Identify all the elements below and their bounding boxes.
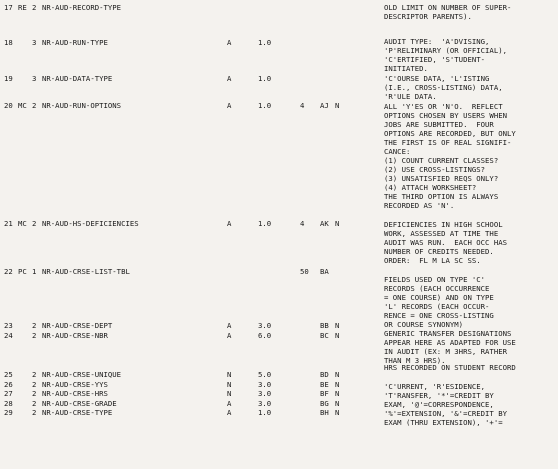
field-row [0,389,370,399]
field-occ: 4 [300,101,305,110]
field-len: 3.0 [258,399,272,408]
field-row [0,219,370,229]
field-lvl: 2 [32,380,37,389]
field-len: 1.0 [258,408,272,417]
note-line: WORK, ASSESSED AT TIME THE [384,229,499,238]
field-len: 1.0 [258,101,272,110]
field-key: BE [320,380,329,389]
field-num: 20 [4,101,13,110]
note-block [384,220,556,265]
field-type: N [227,389,232,398]
field-key: BH [320,408,329,417]
note-line: THE FIRST IS OF REAL SIGNIFI- [384,138,512,147]
field-type: N [227,370,232,379]
note-block [384,102,556,210]
field-key: BC [320,331,329,340]
field-nul: N [335,408,340,417]
field-row [0,74,370,84]
field-row [0,101,370,111]
field-lvl: 3 [32,74,37,83]
field-name: NR-AUD-CRSE-YYS [42,380,108,389]
note-line: OR COURSE SYNONYM) [384,320,464,329]
field-type: A [227,38,232,47]
field-name: NR-AUD-CRSE-HRS [42,389,108,398]
field-lvl: 1 [32,267,37,276]
note-block [384,3,556,21]
note-line: CANCE: [384,147,411,156]
field-lvl: 2 [32,399,37,408]
field-len: 3.0 [258,321,272,330]
note-line: '%'=EXTENSION, '&'=CREDIT BY [384,409,508,418]
field-num: 18 [4,38,13,47]
field-nul: N [335,331,340,340]
field-name: NR-AUD-RUN-OPTIONS [42,101,122,110]
field-key: BD [320,370,329,379]
note-line: RECORDS (EACH OCCURRENCE [384,284,490,293]
field-num: 25 [4,370,13,379]
field-nul: N [335,101,340,110]
note-line: 'C'OURSE DATA, 'L'ISTING [384,74,490,83]
field-type: A [227,399,232,408]
note-line: FIELDS USED ON TYPE 'C' [384,275,486,284]
field-nul: N [335,219,340,228]
field-key: BF [320,389,329,398]
field-lvl: 2 [32,389,37,398]
field-len: 3.0 [258,380,272,389]
field-nul: N [335,370,340,379]
note-line: RENCE = ONE CROSS-LISTING [384,311,494,320]
field-name: NR-AUD-CRSE-UNIQUE [42,370,122,379]
note-line: 'C'URRENT, 'R'ESIDENCE, [384,382,486,391]
field-nul: N [335,321,340,330]
field-type: A [227,321,232,330]
note-line: DESCRIPTOR PARENTS). [384,12,472,21]
note-line: EXAM (THRU EXTENSION), '+'= [384,418,503,427]
field-num: 29 [4,408,13,417]
field-nul: N [335,399,340,408]
note-line: RECORDED AS 'N'. [384,201,455,210]
field-len: 6.0 [258,331,272,340]
field-num: 26 [4,380,13,389]
field-name: NR-AUD-DATA-TYPE [42,74,113,83]
field-rep: MC [18,219,27,228]
note-line: THE THIRD OPTION IS ALWAYS [384,192,499,201]
note-line: ALL 'Y'ES OR 'N'O. REFLECT [384,102,503,111]
field-lvl: 2 [32,321,37,330]
note-line: (2) USE CROSS-LISTINGS? [384,165,486,174]
field-name: NR-AUD-RECORD-TYPE [42,3,122,12]
note-line: 'P'RELIMINARY (OR OFFICIAL), [384,46,508,55]
field-name: NR-AUD-HS-DEFICIENCIES [42,219,139,228]
field-nul: N [335,380,340,389]
note-line: (I.E., CROSS-LISTING) DATA, [384,83,503,92]
note-block [384,329,556,365]
field-len: 5.0 [258,370,272,379]
field-name: NR-AUD-RUN-TYPE [42,38,108,47]
note-block [384,382,556,427]
field-num: 28 [4,399,13,408]
field-occ: 4 [300,219,305,228]
note-line: HRS RECORDED ON STUDENT RECORD [384,363,516,372]
field-len: 1.0 [258,219,272,228]
field-lvl: 2 [32,331,37,340]
field-nul: N [335,389,340,398]
note-line: (4) ATTACH WORKSHEET? [384,183,477,192]
field-type: A [227,408,232,417]
field-name: NR-AUD-CRSE-DEPT [42,321,113,330]
note-line: OPTIONS CHOSEN BY USERS WHEN [384,111,508,120]
field-len: 1.0 [258,38,272,47]
field-occ: 50 [300,267,309,276]
note-line: GENERIC TRANSFER DESIGNATIONS [384,329,512,338]
note-line: (3) UNSATISFIED REQS ONLY? [384,174,499,183]
field-type: A [227,331,232,340]
note-line: ORDER: FL M LA SC SS. [384,256,481,265]
field-type: A [227,101,232,110]
field-num: 21 [4,219,13,228]
note-line: (1) COUNT CURRENT CLASSES? [384,156,499,165]
field-lvl: 2 [32,101,37,110]
note-line: DEFICIENCIES IN HIGH SCHOOL [384,220,503,229]
note-block [384,275,556,329]
note-line: OPTIONS ARE RECORDED, BUT ONLY [384,129,516,138]
field-num: 17 [4,3,13,12]
note-line: JOBS ARE SUBMITTED. FOUR [384,120,494,129]
note-line: INITIATED. [384,64,428,73]
field-row [0,321,370,331]
field-lvl: 2 [32,370,37,379]
note-line: 'C'ERTIFIED, 'S'TUDENT- [384,55,486,64]
field-num: 22 [4,267,13,276]
note-line: 'L' RECORDS (EACH OCCUR- [384,302,490,311]
note-line: 'T'RANSFER, '*'=CREDIT BY [384,391,494,400]
field-len: 3.0 [258,389,272,398]
field-key: BB [320,321,329,330]
field-row [0,3,370,13]
field-lvl: 2 [32,3,37,12]
field-key: BA [320,267,329,276]
note-line: OLD LIMIT ON NUMBER OF SUPER- [384,3,512,12]
note-line: THAN M 3 HRS). [384,356,446,365]
note-block [384,74,556,101]
field-name: NR-AUD-CRSE-LIST-TBL [42,267,130,276]
field-row [0,331,370,341]
note-line: IN AUDIT (EX: M 3HRS, RATHER [384,347,508,356]
note-block [384,37,556,73]
note-line: EXAM, '@'=CORRESPONDENCE, [384,400,494,409]
field-key: BG [320,399,329,408]
field-num: 27 [4,389,13,398]
field-rep: MC [18,101,27,110]
note-line: NUMBER OF CREDITS NEEDED. [384,247,494,256]
field-name: NR-AUD-CRSE-NBR [42,331,108,340]
field-type: A [227,74,232,83]
note-line: APPEAR HERE AS ADAPTED FOR USE [384,338,516,347]
field-rep: PC [18,267,27,276]
field-num: 19 [4,74,13,83]
field-row [0,370,370,380]
field-type: N [227,380,232,389]
field-type: A [227,219,232,228]
note-line: 'R'ULE DATA. [384,92,437,101]
field-key: AJ [320,101,329,110]
field-lvl: 3 [32,38,37,47]
field-lvl: 2 [32,408,37,417]
note-line: AUDIT TYPE: 'A'DVISING, [384,37,490,46]
field-lvl: 2 [32,219,37,228]
field-name: NR-AUD-CRSE-GRADE [42,399,117,408]
note-block [384,363,556,372]
field-key: AK [320,219,329,228]
field-row [0,267,370,277]
field-row [0,408,370,418]
field-row [0,38,370,48]
field-rep: RE [18,3,27,12]
field-name: NR-AUD-CRSE-TYPE [42,408,113,417]
note-line: AUDIT WAS RUN. EACH OCC HAS [384,238,508,247]
field-len: 1.0 [258,74,272,83]
field-num: 24 [4,331,13,340]
field-num: 23 [4,321,13,330]
note-line: = ONE COURSE) AND ON TYPE [384,293,494,302]
